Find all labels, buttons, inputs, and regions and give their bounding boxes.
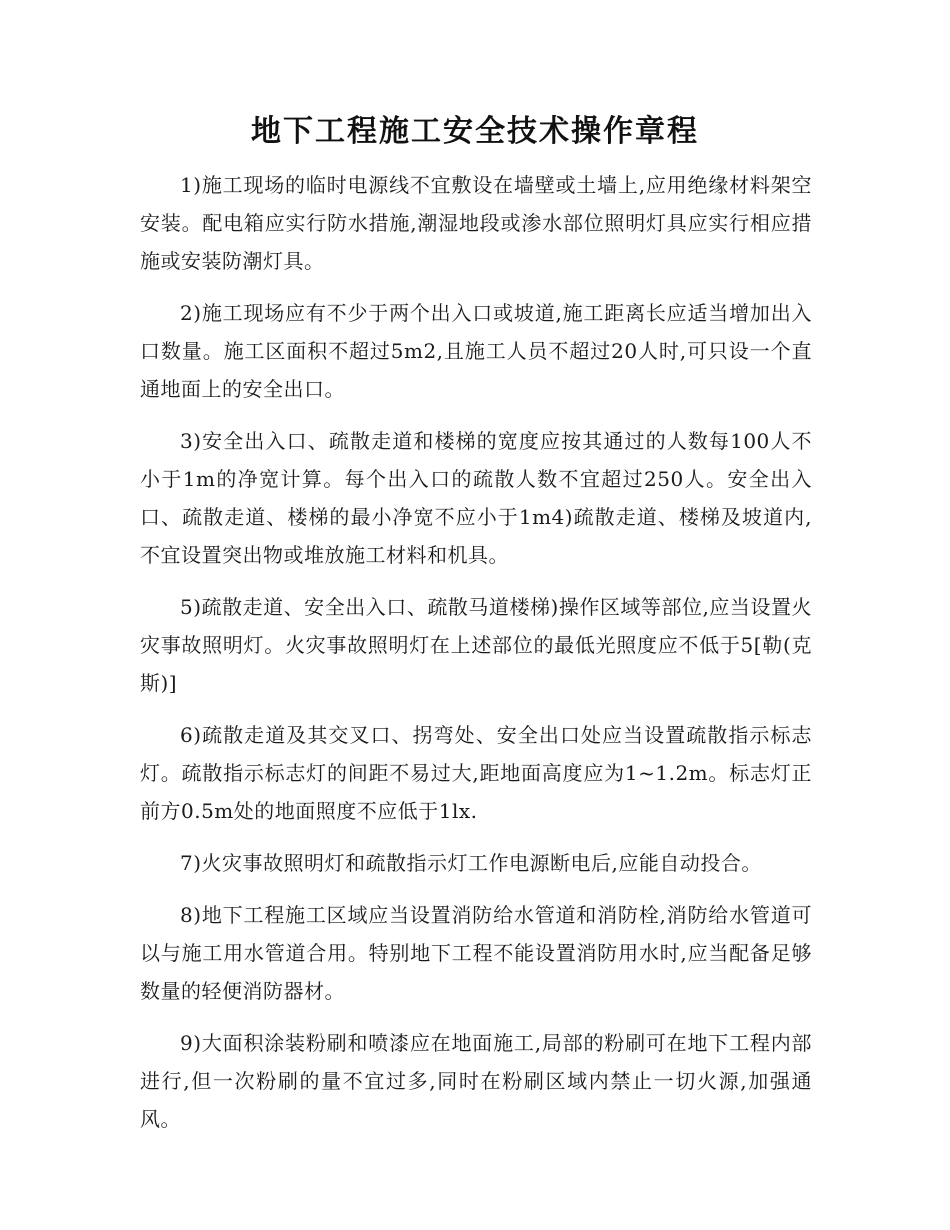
paragraph-8: 9)大面积涂装粉刷和喷漆应在地面施工,局部的粉刷可在地下工程内部进行,但一次粉刷的量不宜过多,同时在粉刷区域内禁止一切火源,加强通风。 (140, 1031, 812, 1131)
paragraph-4: 5)疏散走道、安全出入口、疏散马道楼梯)操作区域等部位,应当设置火灾事故照明灯。火灾事故照明灯在上述部位的最低光照度应不低于5[勒(克斯)] (140, 595, 812, 695)
paragraph-5: 6)疏散走道及其交叉口、拐弯处、安全出口处应当设置疏散指示标志灯。疏散指示标志灯的间距不易过大,距地面高度应为1~1.2m。标志灯正前方0.5m处的地面照度不应低于1lx. (140, 723, 812, 823)
paragraph-1: 1)施工现场的临时电源线不宜敷设在墙壁或土墙上,应用绝缘材料架空安装。配电箱应实行防水措施,潮湿地段或渗水部位照明灯具应实行相应措施或安装防潮灯具。 (140, 173, 812, 273)
paragraph-2: 2)施工现场应有不少于两个出入口或坡道,施工距离长应适当增加出入口数量。施工区面积不超过5m2,且施工人员不超过20人时,可只设一个直通地面上的安全出口。 (140, 301, 812, 401)
paragraph-3: 3)安全出入口、疏散走道和楼梯的宽度应按其通过的人数每100人不小于1m的净宽计算。每个出入口的疏散人数不宜超过250人。安全出入口、疏散走道、楼梯的最小净宽不应小于1m4)疏散走道、楼梯及坡道内,不宜设置突出物或堆放施工材料和机具。 (140, 429, 812, 567)
paragraph-6: 7)火灾事故照明灯和疏散指示灯工作电源断电后,应能自动投合。 (180, 851, 762, 875)
document-body (140, 166, 812, 1152)
paragraph-7: 8)地下工程施工区域应当设置消防给水管道和消防栓,消防给水管道可以与施工用水管道合用。特别地下工程不能设置消防用水时,应当配备足够数量的轻便消防器材。 (140, 903, 812, 1003)
document-title: 地下工程施工安全技术操作章程 (251, 114, 699, 149)
